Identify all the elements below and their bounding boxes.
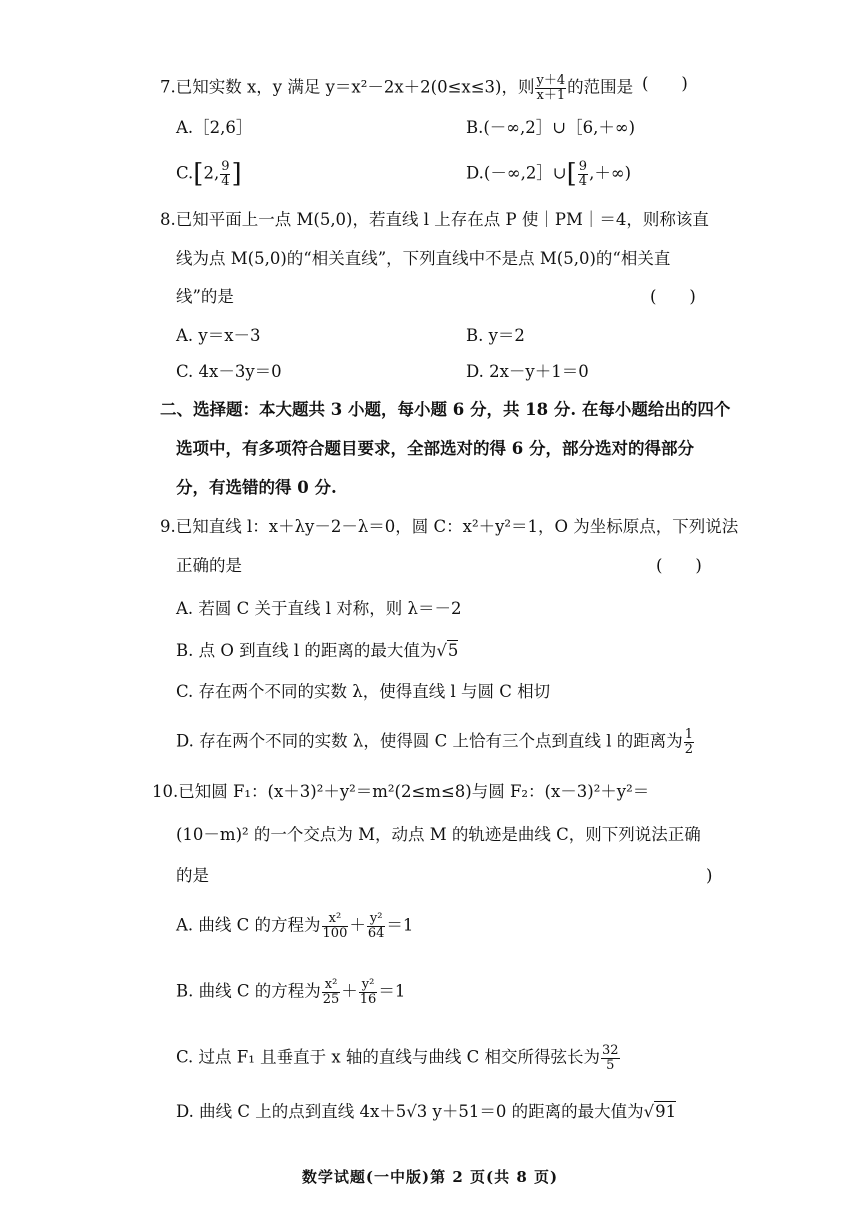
q10-a-post: ＝1 — [386, 915, 414, 935]
q10-line3: 的是 — [176, 866, 209, 885]
section2-line1: 二、选择题：本大题共 3 小题，每小题 6 分，共 18 分. 在每小题给出的四个 — [160, 400, 731, 419]
q7-c-den: 4 — [221, 173, 230, 189]
q7-d-num: 9 — [578, 159, 588, 174]
q10-option-a: A. 曲线 C 的方程为 $\frac{\text{x²}}{100}$ ＋ $\frac{\text{y²}}{64}$ ＝1 — [176, 911, 414, 941]
q10-b-post: ＝1 — [378, 981, 406, 1001]
q8-option-c: C. 4x－3y＝0 — [176, 362, 282, 381]
q10-option-c — [176, 1044, 621, 1072]
q8-line1: 8.已知平面上一点 M(5,0)，若直线 l 上存在点 P 使｜PM｜＝4，则称该直 — [160, 210, 709, 229]
q7-frac-num: y＋4 — [536, 73, 566, 88]
q7-d-den: 4 — [578, 173, 588, 189]
page-footer: 数学试题(一中版)第 2 页(共 8 页) — [301, 1168, 559, 1186]
q7-paren: ( ) — [642, 74, 688, 93]
q7-option-a: A.［2,6］ — [176, 118, 253, 137]
q9-b-pre: B. 点 O 到直线 l 的距离的最大值为√ — [176, 641, 447, 660]
q10-a-d1: 100 — [322, 925, 348, 941]
q9-line1: 9.已知直线 l：x＋λy－2－λ＝0，圆 C：x²＋y²＝1，O 为坐标原点，下列说法 — [160, 517, 739, 536]
q10-c-frac — [601, 1044, 620, 1072]
q10-d-radicand: 91 — [655, 1102, 677, 1121]
q10-d-pre: D. 曲线 C 上的点到直线 4x＋5√3 y＋51＝0 的距离的最大值为√ — [176, 1102, 655, 1121]
q10-b-frac1 — [322, 978, 341, 1006]
q10-a-d2: 64 — [367, 925, 385, 941]
q8-paren: ( ) — [650, 287, 696, 306]
q7-d-post: ,＋∞) — [589, 163, 632, 183]
q10-option-b: B. 曲线 C 的方程为 $\frac{\text{x²}}{25}$ ＋ $\frac{\text{y²}}{16}$ ＝1 — [176, 977, 406, 1007]
q10-line1: 10.已知圆 F₁：(x＋3)²＋y²＝m²(2≤m≤8)与圆 F₂：(x－3)²＋y²＝ — [152, 782, 650, 801]
q10-c-num: 32 — [602, 1043, 619, 1058]
q10-a-n1: x² — [322, 912, 349, 927]
q8-option-b: B. y＝2 — [466, 326, 525, 345]
q9-b-radicand: 5 — [447, 641, 459, 660]
q10-b-d1: 25 — [322, 991, 340, 1007]
q9-option-a: A. 若圆 C 关于直线 l 对称，则 λ＝－2 — [176, 599, 462, 618]
q10-c-pre: C. 过点 F₁ 且垂直于 x 轴的直线与曲线 C 相交所得弦长为 — [176, 1047, 600, 1067]
q9-d-frac — [684, 728, 694, 756]
q10-b-frac2 — [359, 978, 378, 1006]
q7-c-val: 2, — [203, 163, 220, 183]
q9-option-d — [176, 728, 695, 756]
q7-stem-b: 的范围是 — [567, 77, 634, 97]
q7-c-num: 9 — [221, 159, 230, 174]
q8-line3: 线”的是 — [176, 287, 234, 306]
q7-option-d: D.(－∞,2］∪[ $\frac{9}{4}$ ,＋∞) — [466, 159, 632, 190]
q10-b-pre: B. 曲线 C 的方程为 — [176, 981, 321, 1001]
q10-b-d2: 16 — [359, 991, 377, 1007]
q9-d-pre: D. 存在两个不同的实数 λ，使得圆 C 上恰有三个点到直线 l 的距离为 — [176, 731, 683, 751]
q7-c-frac — [220, 160, 230, 188]
q7-frac-den: x＋1 — [536, 87, 566, 103]
q9-d-num: 1 — [684, 727, 693, 742]
q10-b-n2: y² — [359, 978, 378, 993]
q7-fraction — [535, 74, 566, 102]
section2-line3: 分，有选错的得 0 分. — [176, 478, 337, 497]
q10-a-frac2 — [367, 912, 386, 940]
q7-option-c: C.[2, $\frac{9}{4}$ ] — [176, 159, 242, 190]
section2-line2: 选项中，有多项符合题目要求，全部选对的得 6 分，部分选对的得部分 — [176, 439, 694, 458]
q9-d-den: 2 — [684, 741, 693, 757]
q10-a-n2: y² — [367, 912, 386, 927]
q8-option-a: A. y＝x－3 — [176, 326, 261, 345]
q10-a-pre: A. 曲线 C 的方程为 — [176, 915, 321, 935]
q7-d-pre: D.(－∞,2］∪ — [466, 163, 567, 183]
q7-c-pre: C. — [176, 163, 194, 183]
q10-paren: ) — [706, 866, 713, 885]
q7-stem — [160, 74, 633, 102]
q10-line2: (10－m)² 的一个交点为 M，动点 M 的轨迹是曲线 C，则下列说法正确 — [176, 825, 701, 844]
q9-option-b — [176, 643, 458, 660]
q10-b-n1: x² — [322, 978, 341, 993]
q10-c-den: 5 — [606, 1057, 615, 1073]
q7-d-frac — [578, 160, 588, 188]
q10-option-d — [176, 1104, 676, 1121]
q10-a-frac1 — [322, 912, 349, 940]
q8-option-d: D. 2x－y＋1＝0 — [466, 362, 589, 381]
q9-option-c: C. 存在两个不同的实数 λ，使得直线 l 与圆 C 相切 — [176, 682, 551, 701]
q7-option-b: B.(－∞,2］∪［6,＋∞) — [466, 118, 636, 137]
q9-line2: 正确的是 — [176, 556, 242, 575]
q8-line2: 线为点 M(5,0)的“相关直线”，下列直线中不是点 M(5,0)的“相关直 — [176, 249, 671, 268]
q9-paren: ( ) — [656, 556, 702, 575]
q7-stem-a: 7.已知实数 x，y 满足 y＝x²－2x＋2(0≤x≤3)，则 — [160, 77, 535, 97]
